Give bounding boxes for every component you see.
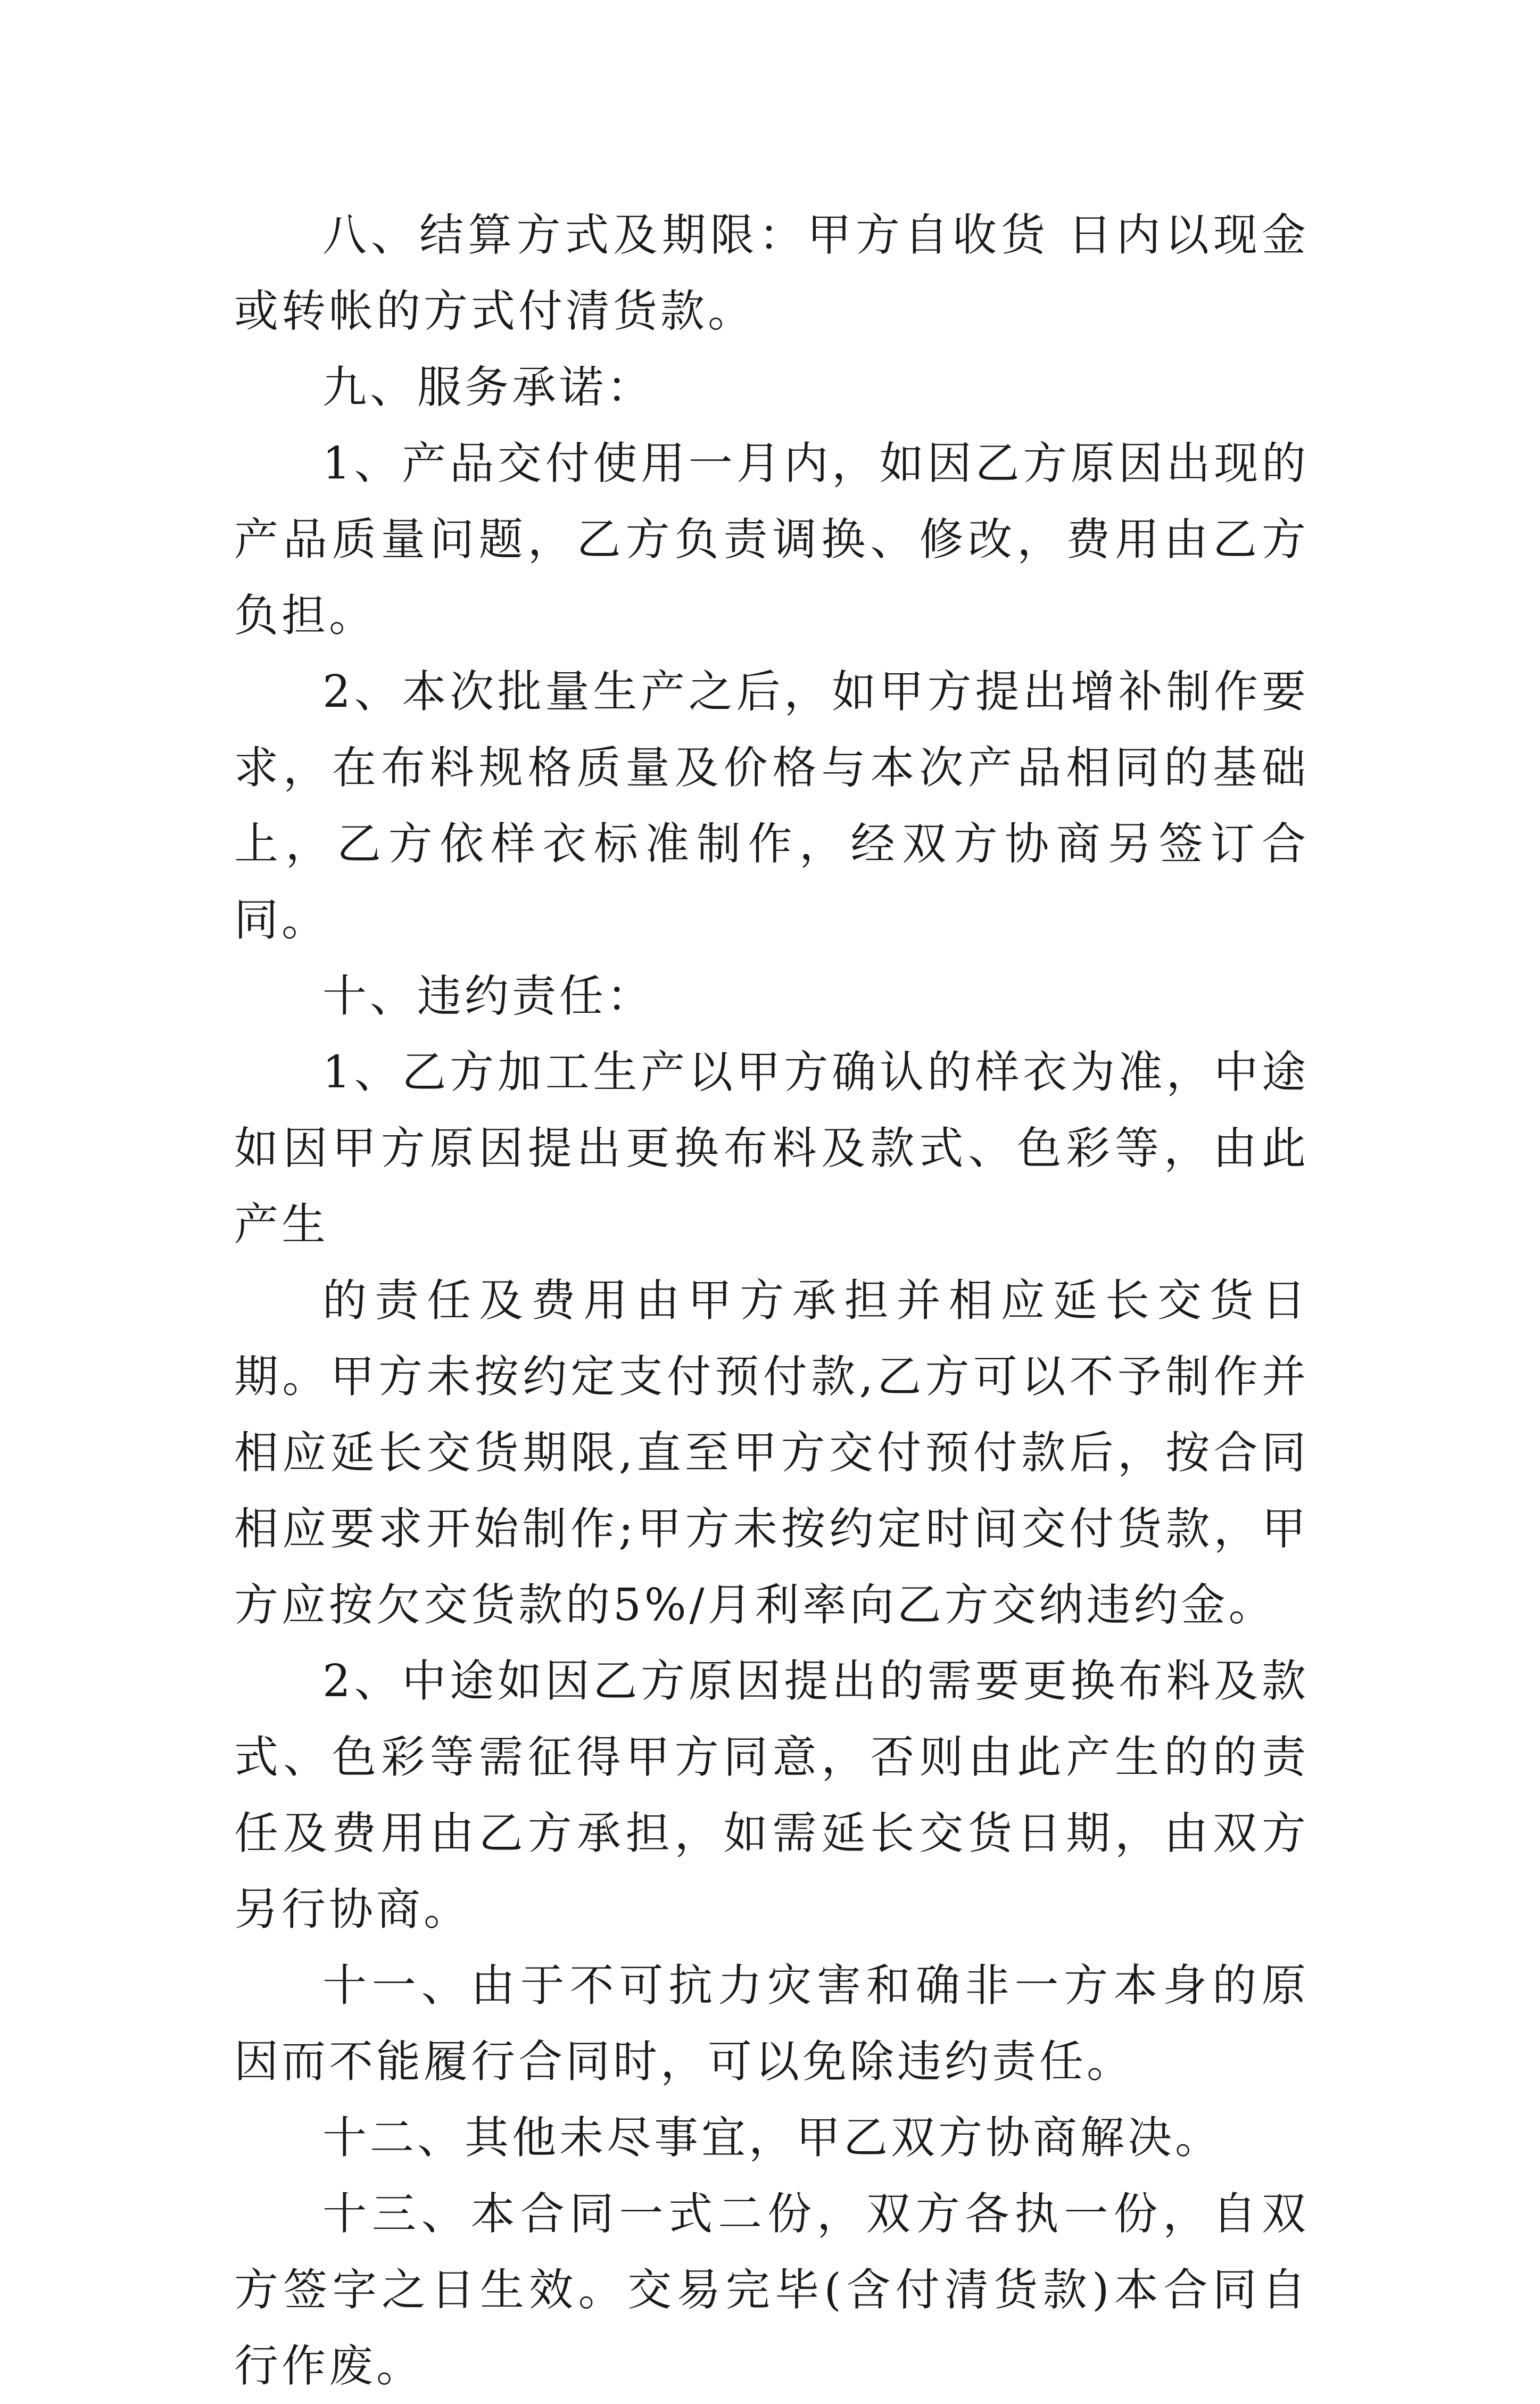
heading-service-commitment: 九、服务承诺：: [322, 361, 654, 413]
paragraph-settlement: 八、结算方式及期限：甲方自收货 日内以现金或转帐的方式付清货款。: [234, 209, 1309, 337]
paragraph-liability-1: 1、乙方加工生产以甲方确认的样衣为准，中途如因甲方原因提出更换布料及款式、色彩等，由此产生: [234, 1046, 1309, 1250]
paragraph-other-matters: 十二、其他未尽事宜，甲乙双方协商解决。: [322, 2112, 1222, 2163]
document-body: [234, 197, 1309, 2404]
paragraph-service-1: 1、产品交付使用一月内，如因乙方原因出现的产品质量问题，乙方负责调换、修改，费用由乙方负担。: [234, 437, 1309, 641]
paragraph-force-majeure: 十一、由于不可抗力灾害和确非一方本身的原因而不能履行合同时，可以免除违约责任。: [234, 1960, 1309, 2087]
heading-liability: 十、违约责任：: [322, 970, 654, 1022]
paragraph-liability-2: 2、中途如因乙方原因提出的需要更换布料及款式、色彩等需征得甲方同意，否则由此产生的的责任及费用由乙方承担，如需延长交货日期，由双方另行协商。: [234, 1655, 1309, 1935]
paragraph-copies-effective: 十三、本合同一式二份，双方各执一份，自双方签字之日生效。交易完毕(含付清货款)本合同自行作废。: [234, 2188, 1309, 2392]
paragraph-liability-1-continued: 的责任及费用由甲方承担并相应延长交货日期。甲方未按约定支付预付款,乙方可以不予制作并相应延长交货期限,直至甲方交付预付款后，按合同相应要求开始制作;甲方未按约定时间交付货款，甲方应按欠交货款的5%/月利率向乙方交纳违约金。: [234, 1275, 1309, 1631]
paragraph-service-2: 2、本次批量生产之后，如甲方提出增补制作要求，在布料规格质量及价格与本次产品相同的基础上，乙方依样衣标准制作，经双方协商另签订合同。: [234, 666, 1309, 946]
